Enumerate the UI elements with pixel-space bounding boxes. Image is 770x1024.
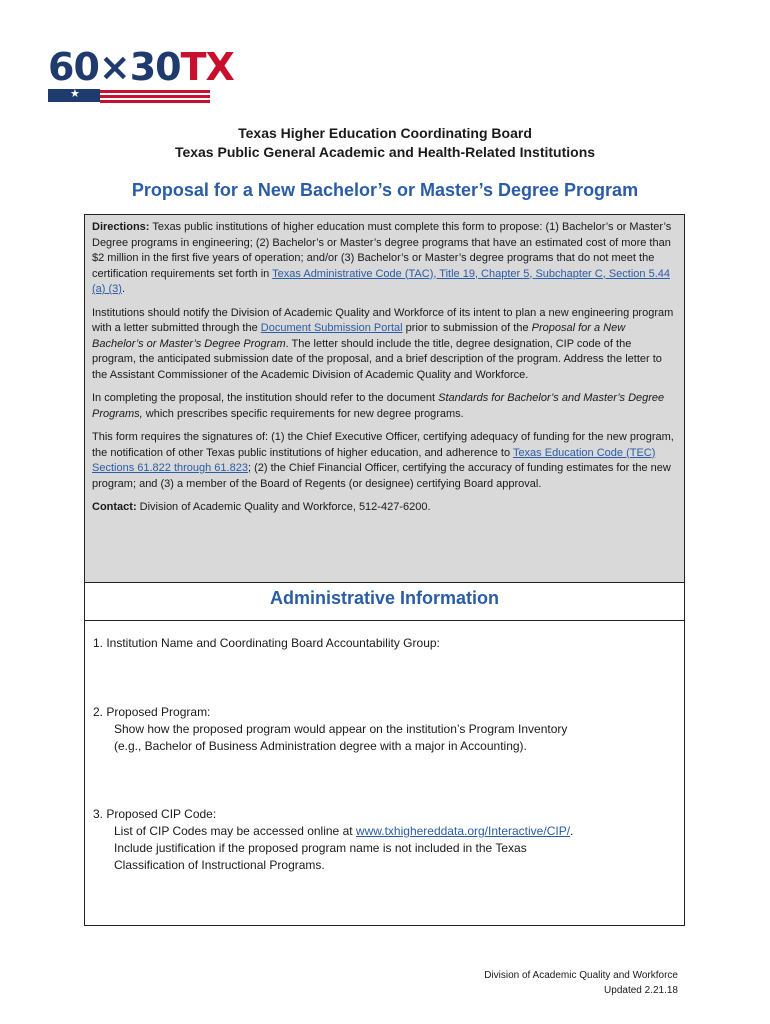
directions-box (85, 215, 684, 583)
star-icon: ★ (70, 88, 80, 100)
org-name: Texas Higher Education Coordinating Board (238, 125, 532, 141)
proposed-cip-code-field[interactable] (93, 806, 678, 874)
directions-paragraph: Directions: Texas public institutions of higher education must complete this form to propose: (1) Bachelor’s or Master’s Degree programs in engineering; (2) Bachelor’s or Master’s degree programs that have an estimated cost of more than $2 million in the first five years of operation; and/or (3) Bachelor’s or Master’s degree programs that do not meet the certification requirements set forth in Texas Administrative Code (TAC), Title 19, Chapter 5, Subchapter C, Section 5.44 (a) (3). (92, 221, 672, 295)
standards-paragraph: In completing the proposal, the institution should refer to the document Standards for Bachelor’s and Master’s Degree Programs, which prescribes specific requirements for new degree programs. (92, 392, 665, 420)
footer-division: Division of Academic Quality and Workforce (484, 970, 678, 981)
cip-codes-link[interactable]: www.txhighereddata.org/Interactive/CIP/ (355, 824, 571, 838)
notify-paragraph: Institutions should notify the Division of Academic Quality and Workforce of its intent to plan a new engineering program with a letter submitted through the Document Submission Portal prior to submission of the Proposal for a New Bachelor’s or Master’s Degree Program. The letter should include the title, degree designation, CIP code of the program, the anticipated submission date of the proposal, and a brief description of the program. Address the letter to the Assistant Commissioner of the Academic Division of Academic Quality and Workforce. (92, 306, 674, 381)
tec-link[interactable]: Texas Education Code (TEC) Sections 61.822 through 61.823 (92, 446, 656, 474)
field-label: 3. Proposed CIP Code: (93, 807, 217, 821)
proposed-program-field[interactable] (93, 704, 678, 755)
document-submission-portal-link[interactable]: Document Submission Portal (260, 322, 403, 334)
flag-icon (48, 89, 210, 102)
field-help: (e.g., Bachelor of Business Administration degree with a major in Accounting). (114, 739, 527, 753)
org-subtitle: Texas Public General Academic and Health-Related Institutions (174, 144, 596, 160)
footer-updated-date: Updated 2.21.18 (604, 985, 678, 996)
signatures-paragraph: This form requires the signatures of: (1) the Chief Executive Officer, certifying adequacy of funding for the new program, the notification of other Texas public institutions of higher education, and adherence to Texas Education Code (TEC) Sections 61.822 through 61.823; (2) the Chief Financial Officer, certifying the accuracy of funding estimates for the new program; and (3) a member of the Board of Regents (or designee) certifying Board approval. (92, 431, 674, 490)
field-help: Classification of Instructional Programs. (114, 858, 325, 872)
logo-60x30tx (48, 45, 234, 104)
tac-link[interactable]: Texas Administrative Code (TAC), Title 19, Chapter 5, Subchapter C, Section 5.44 (a) (3) (92, 267, 670, 295)
section-divider (85, 620, 684, 621)
section-heading: Administrative Information (269, 588, 500, 608)
field-help: Show how the proposed program would appear on the institution’s Program Inventory (114, 722, 568, 736)
page-footer (484, 968, 678, 998)
field-help: List of CIP Codes may be accessed online at www.txhighereddata.org/Interactive/CIP/. (114, 824, 574, 838)
contact-paragraph: Contact: Division of Academic Quality and Workforce, 512-427-6200. (92, 501, 431, 513)
field-label: 1. Institution Name and Coordinating Board Accountability Group: (93, 636, 440, 650)
field-help: Include justification if the proposed program name is not included in the Texas (114, 841, 527, 855)
institution-name-field[interactable] (93, 635, 678, 652)
logo-wordmark: 60×30TX (48, 45, 234, 89)
form-frame (84, 214, 685, 926)
page-title: Proposal for a New Bachelor’s or Master’s Degree Program (131, 180, 639, 200)
field-label: 2. Proposed Program: (93, 705, 211, 719)
